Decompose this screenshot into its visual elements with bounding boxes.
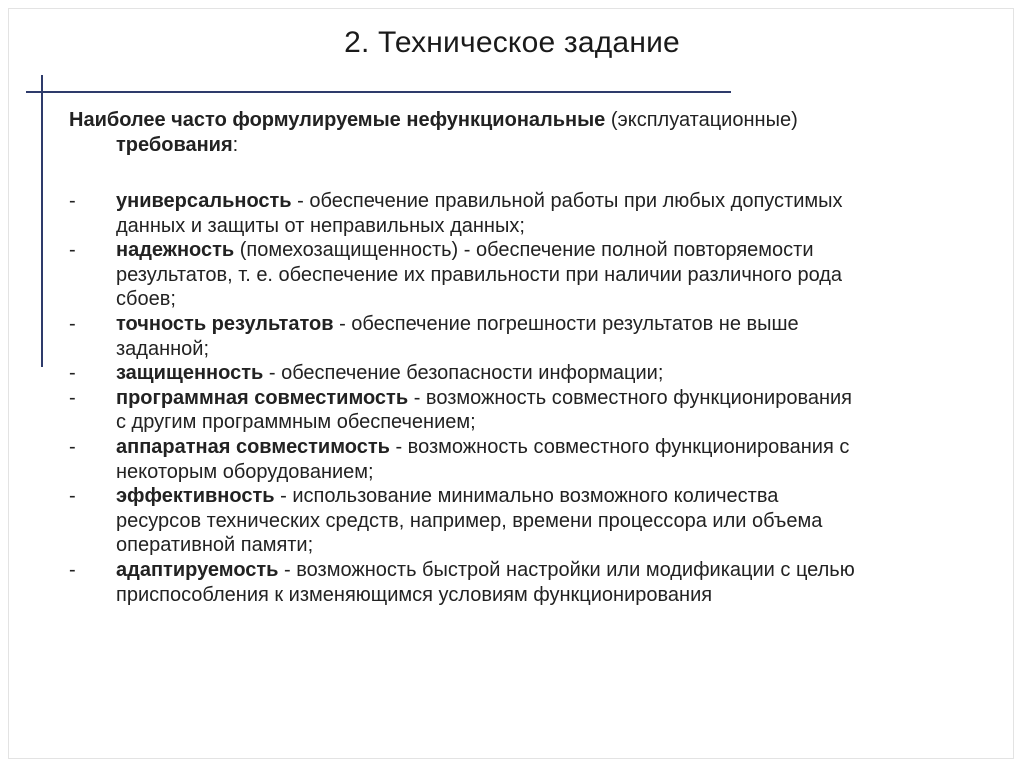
item-line-1	[116, 484, 969, 509]
item-text: - обеспечение безопасности информации;	[263, 362, 664, 385]
intro-bold-text-2: требования	[116, 134, 233, 156]
item-term: программная совместимость	[116, 386, 409, 409]
item-line-2: с другим программным обеспечением;	[116, 411, 476, 434]
bullet-dash: -	[69, 558, 76, 581]
decorative-vertical-rule	[41, 75, 43, 367]
requirements-list	[69, 189, 969, 607]
list-item-reliability	[69, 238, 969, 312]
decorative-horizontal-rule	[26, 91, 731, 93]
bullet-dash: -	[69, 362, 76, 385]
item-text: - возможность совместного функционирования с	[389, 435, 850, 458]
item-line-2: заданной;	[116, 337, 210, 360]
item-line-2: данных и защиты от неправильных данных;	[116, 214, 525, 237]
bullet-dash: -	[69, 190, 76, 212]
list-item-efficiency	[69, 484, 969, 558]
item-text: - возможность совместного функционирования	[408, 386, 853, 409]
item-term: аппаратная совместимость	[116, 435, 390, 458]
list-item-universality	[69, 189, 969, 238]
intro-suffix: :	[232, 134, 239, 156]
intro-line-2	[69, 133, 969, 158]
bullet-dash: -	[69, 435, 76, 458]
list-item-hardware-compatibility	[69, 435, 969, 484]
list-item-accuracy	[69, 312, 969, 361]
item-term: точность результатов	[116, 312, 334, 335]
list-item-security	[69, 361, 969, 386]
item-text: - использование минимально возможного количества	[274, 485, 779, 508]
bullet-dash: -	[69, 386, 76, 409]
intro-paragraph	[69, 108, 969, 158]
item-line-1	[116, 189, 969, 214]
item-line-1	[116, 435, 969, 460]
item-line-1	[116, 386, 969, 411]
item-line-2: результатов, т. е. обеспечение их правильности при наличии различного рода	[116, 263, 843, 286]
item-line-1	[116, 238, 969, 263]
intro-normal-text: (эксплуатационные)	[605, 109, 798, 131]
item-line-2: ресурсов технических средств, например, времени процессора или объема	[116, 509, 823, 532]
item-term: защищенность	[116, 362, 264, 385]
bullet-dash: -	[69, 312, 76, 335]
item-line-1	[116, 558, 969, 583]
item-line-3: сбоев;	[116, 288, 176, 311]
intro-bold-text: Наиболее часто формулируемые нефункциональные	[69, 109, 606, 131]
bullet-dash: -	[69, 485, 76, 508]
item-line-2: некоторым оборудованием;	[116, 460, 374, 483]
item-line-3: оперативной памяти;	[116, 534, 314, 557]
list-item-adaptability	[69, 558, 969, 607]
item-text: (помехозащищенность) - обеспечение полной повторяемости	[234, 239, 814, 262]
item-term: эффективность	[116, 485, 275, 508]
bullet-dash: -	[69, 239, 76, 262]
item-line-1	[116, 361, 969, 386]
item-term: надежность	[116, 239, 235, 262]
item-text: - возможность быстрой настройки или модификации с целью	[278, 558, 855, 581]
slide-title: 2. Техническое задание	[344, 26, 680, 59]
item-text: - обеспечение погрешности результатов не выше	[333, 312, 799, 335]
list-item-software-compatibility	[69, 386, 969, 435]
item-text: - обеспечение правильной работы при любых допустимых	[291, 190, 843, 212]
item-line-1	[116, 312, 969, 337]
item-term: универсальность	[116, 190, 292, 212]
intro-line-1	[69, 108, 969, 133]
item-term: адаптируемость	[116, 558, 279, 581]
item-line-2: приспособления к изменяющимся условиям функционирования	[116, 583, 713, 606]
